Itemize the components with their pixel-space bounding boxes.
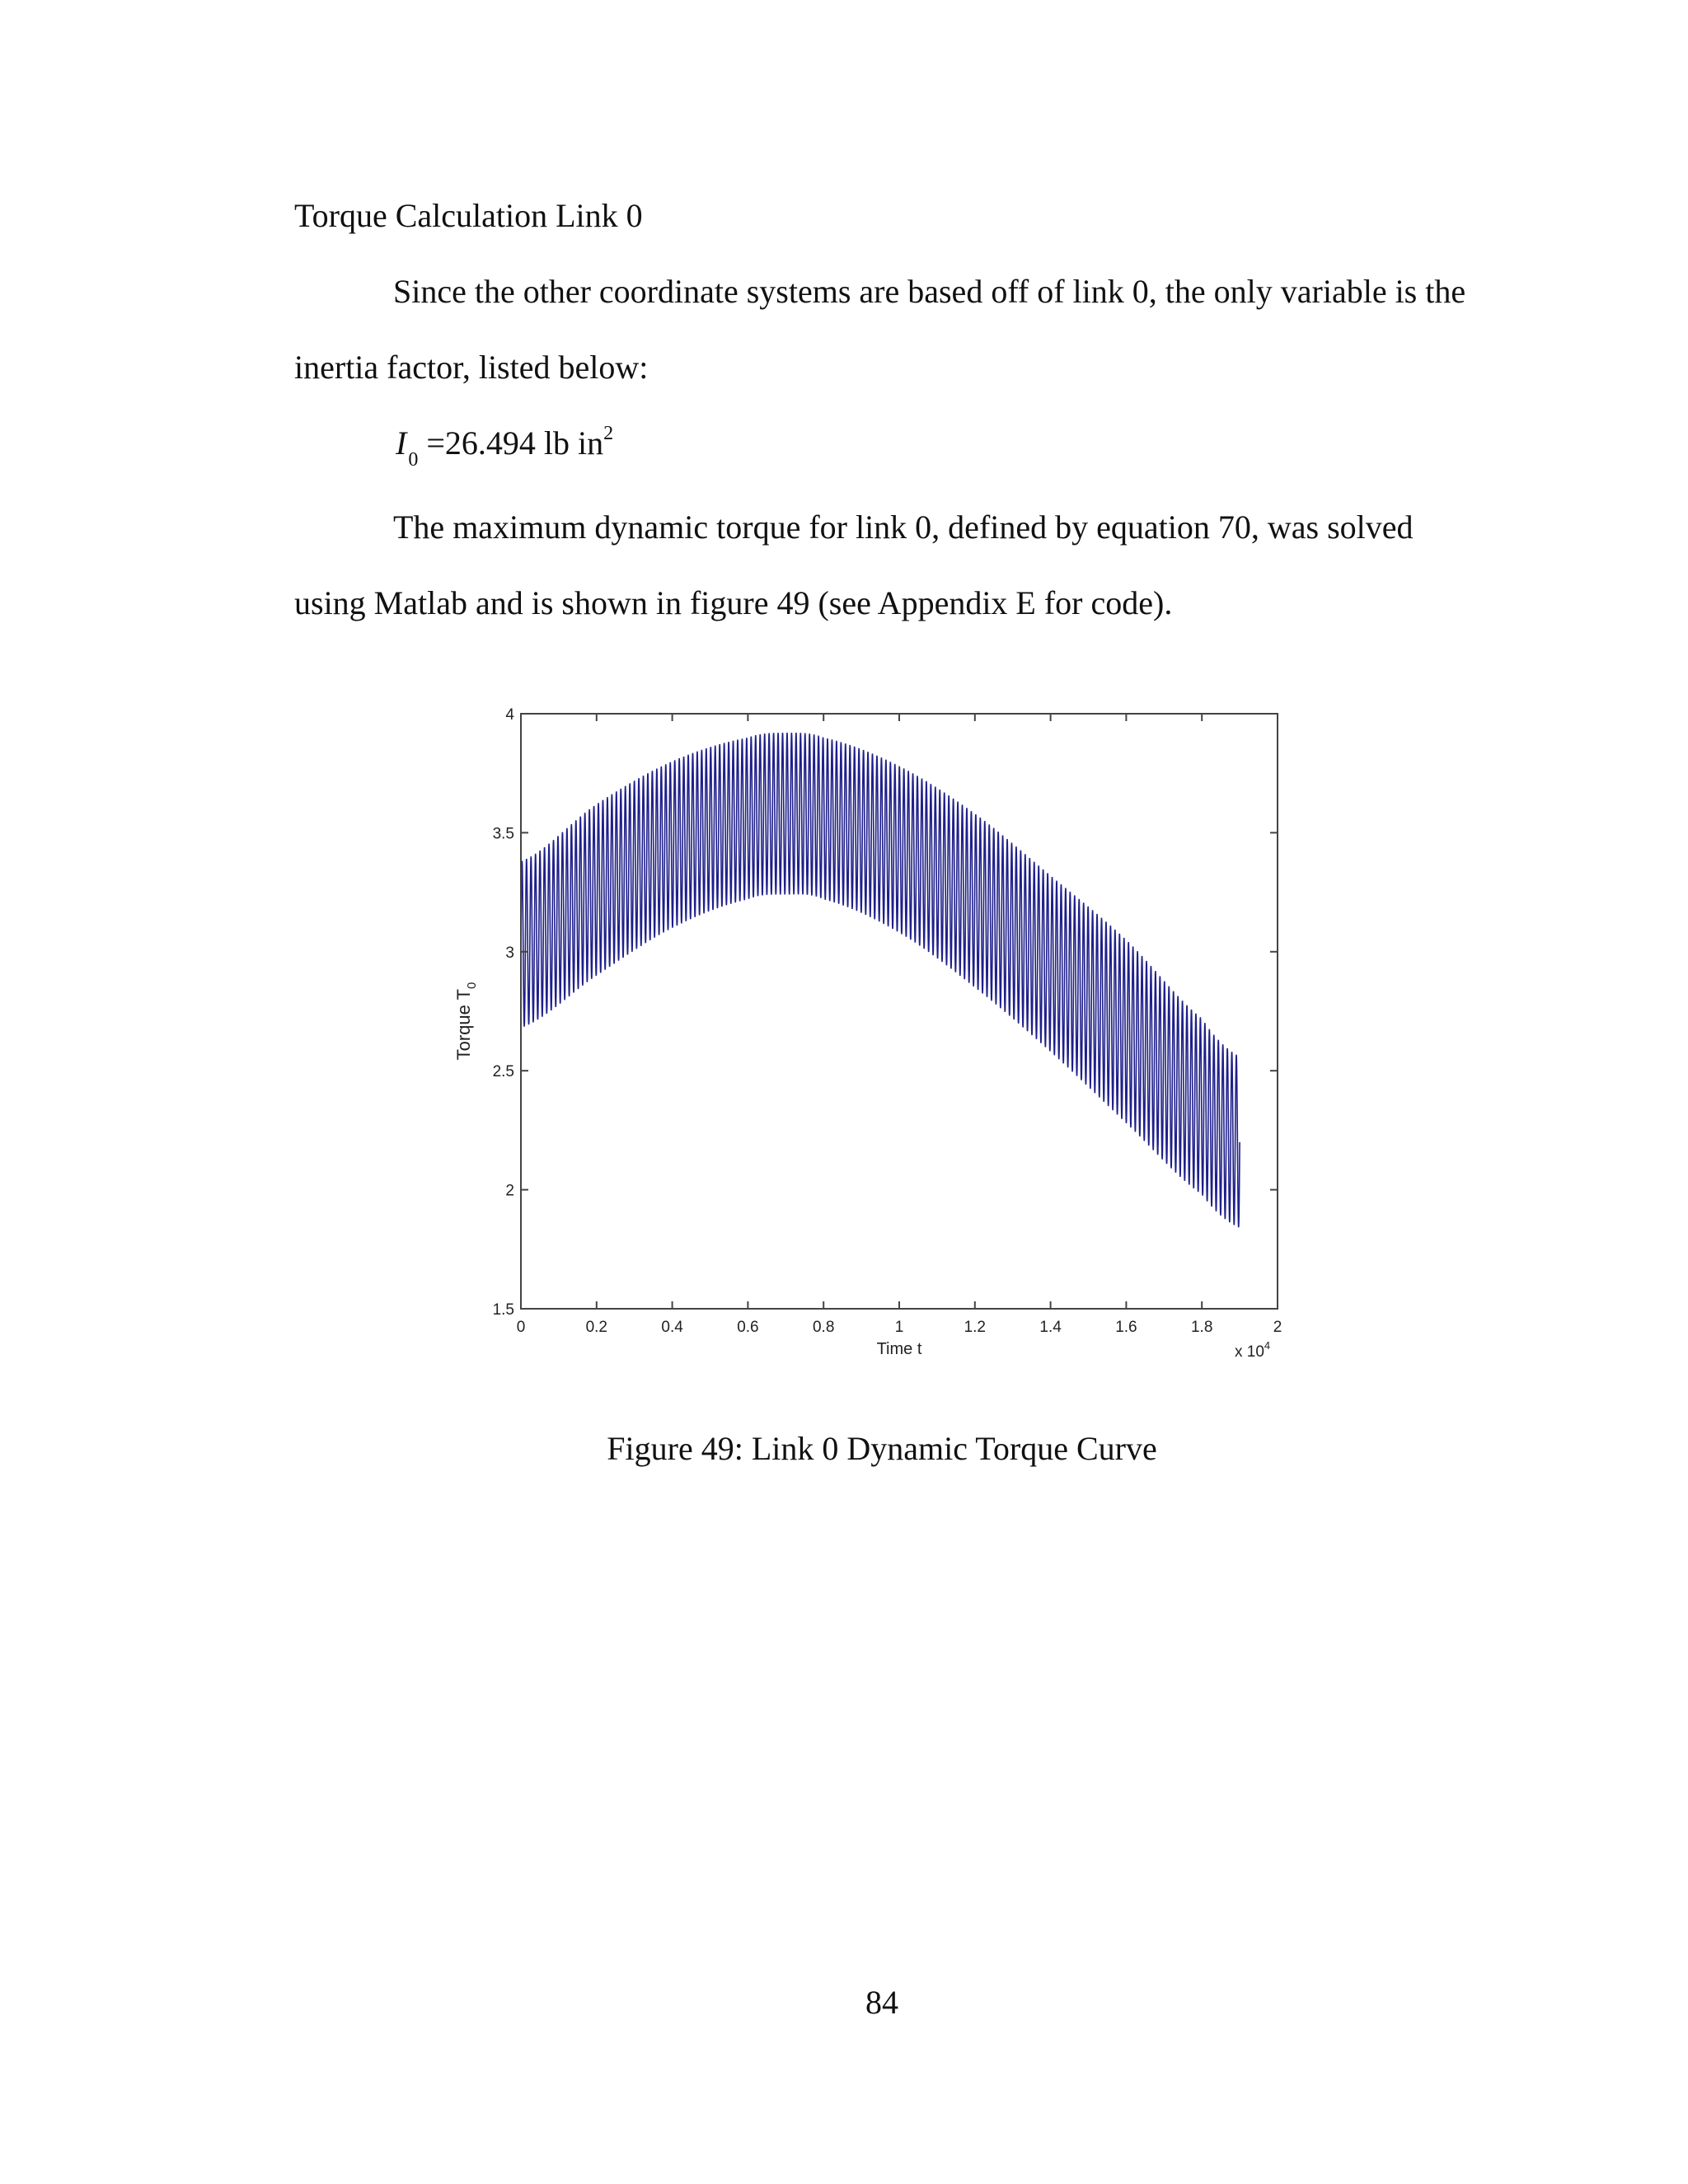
equation-rhs: =26.494 lb in — [426, 424, 604, 462]
equation-symbol: I — [396, 424, 407, 462]
x-tick-label: 1.8 — [1190, 1319, 1213, 1336]
y-tick-label: 3.5 — [492, 825, 514, 843]
x-tick-label: 2 — [1273, 1319, 1282, 1336]
x-tick-label: 0.8 — [812, 1319, 835, 1336]
x-tick-label: 0.2 — [585, 1319, 608, 1336]
x-axis-label: Time t — [876, 1340, 922, 1358]
y-tick-label: 1.5 — [492, 1301, 514, 1319]
x-axis-ticks — [517, 714, 1282, 1336]
section-heading: Torque Calculation Link 0 — [294, 197, 643, 234]
x-tick-label: 1.2 — [964, 1319, 987, 1336]
y-tick-label: 4 — [505, 706, 514, 724]
x-tick-label: 1.4 — [1039, 1319, 1062, 1336]
y-tick-label: 3 — [505, 944, 514, 962]
x-tick-label: 1 — [894, 1319, 904, 1336]
x-tick-label: 0.6 — [737, 1319, 759, 1336]
figure-caption: Figure 49: Link 0 Dynamic Torque Curve — [607, 1430, 1157, 1467]
equation-subscript: 0 — [408, 449, 419, 471]
torque-series-line — [521, 733, 1240, 1227]
x-axis-multiplier — [1235, 1339, 1270, 1361]
paragraph-1-line-2: inertia factor, listed below: — [294, 349, 649, 386]
y-axis-ticks — [493, 706, 1278, 1319]
equation-superscript: 2 — [603, 423, 614, 444]
x-axis-multiplier-exponent: 4 — [1264, 1339, 1271, 1352]
plot-frame — [521, 714, 1278, 1309]
y-axis-label — [453, 982, 479, 1061]
inertia-equation — [396, 423, 614, 471]
paragraph-2-line-2: using Matlab and is shown in figure 49 (see Appendix E for code). — [294, 584, 1173, 621]
paragraph-1-line-1: Since the other coordinate systems are based off of link 0, the only variable is the — [393, 273, 1466, 310]
x-tick-label: 0.4 — [661, 1319, 683, 1336]
page-number: 84 — [865, 1984, 898, 2021]
y-axis-label-subscript: 0 — [465, 982, 479, 989]
y-axis-label-main: Torque T — [453, 988, 474, 1061]
x-axis-multiplier-base: x 10 — [1235, 1343, 1264, 1361]
paragraph-2-line-1: The maximum dynamic torque for link 0, defined by equation 70, was solved — [393, 509, 1414, 546]
y-tick-label: 2 — [505, 1182, 514, 1200]
x-tick-label: 1.6 — [1115, 1319, 1137, 1336]
y-tick-label: 2.5 — [492, 1063, 514, 1081]
x-tick-label: 0 — [516, 1319, 526, 1336]
plot-area — [521, 733, 1240, 1227]
